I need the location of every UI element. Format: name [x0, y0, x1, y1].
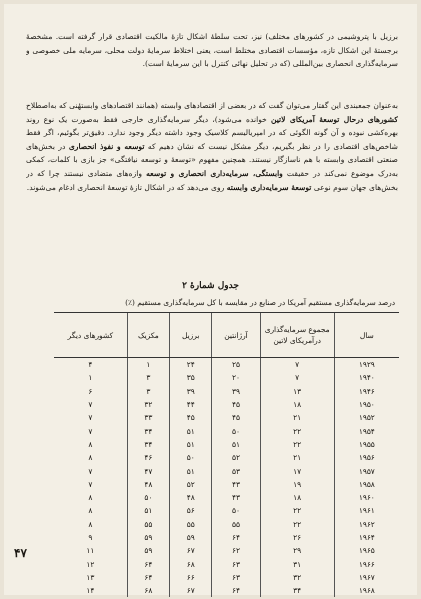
cell-mexico: ۳۴ [127, 424, 169, 437]
cell-other: ۸ [54, 491, 127, 504]
table-row [54, 424, 399, 437]
cell-brazil: ۶۷ [170, 584, 212, 597]
cell-argentina: ۴۳ [212, 491, 260, 504]
cell-brazil: ۵۱ [170, 464, 212, 477]
cell-brazil: ۴۴ [170, 398, 212, 411]
cell-total: ۷ [260, 358, 334, 372]
table-header-row [54, 313, 399, 358]
cell-total: ۳۴ [260, 584, 334, 597]
cell-brazil: ۶۷ [170, 544, 212, 557]
cell-other: ۸ [54, 438, 127, 451]
cell-total: ۱۷ [260, 464, 334, 477]
cell-argentina: ۵۲ [212, 451, 260, 464]
cell-other: ۹ [54, 531, 127, 544]
paragraph-2-text: به‌عنوان جمعبندی این گفتار می‌توان گفت که در بعضی از اقتصادهای وابسته (همانند اقتصادهای وابستهٔنی که به‌اصطلاح [26, 101, 398, 110]
cell-other: ۸ [54, 451, 127, 464]
cell-brazil: ۵۲ [170, 478, 212, 491]
cell-year: ۱۹۵۶ [358, 453, 375, 463]
cell-other: ۴ [54, 358, 127, 372]
cell-brazil: ۶۶ [170, 571, 212, 584]
cell-year: ۱۹۵۴ [358, 426, 375, 436]
table-row [54, 371, 399, 384]
table-row [54, 518, 399, 531]
cell-brazil: ۵۶ [170, 504, 212, 517]
table-row [54, 411, 399, 424]
paragraph-2-text: در بخش‌های صنعتی اقتصادی وابسته با هم ناسازگار نیستند. همچنین مفهوم «توسعهٔ و توسعه نیافتگی» جز بازی با کلمات، کمکی به‌درک موضوع نمی‌کند در حقیقت [26, 141, 398, 178]
paragraph-1: برزیل با پتروشیمی در کشورهای مختلف) نیز، تحت سلطهٔ اشکال تازهٔ مالکیت اقتصادی قرار گرفته است. مشخصهٔ برجستهٔ این اشکال تازه، مؤسسات اقتصادی مختلط است، یعنی اختلاط سرمایهٔ دولت محلی، سرمایه ملی خصوصی و سرمایه‌گذاری انحصاری بین‌المللی (که در تحلیل نهائی کنترل با این سرمایهٔ است). [26, 32, 398, 69]
cell-other: ۷ [54, 398, 127, 411]
cell-mexico: ۵۹ [127, 531, 169, 544]
cell-total: ۲۱ [260, 411, 334, 424]
cell-total: ۲۲ [260, 504, 334, 517]
cell-other: ۶ [54, 385, 127, 398]
cell-mexico: ۳۴ [127, 438, 169, 451]
table-row [54, 438, 399, 451]
cell-argentina: ۴۳ [212, 478, 260, 491]
table-row [54, 358, 399, 372]
cell-brazil: ۵۱ [170, 438, 212, 451]
cell-mexico: ۶۸ [127, 584, 169, 597]
table-row [54, 584, 399, 597]
cell-brazil: ۶۸ [170, 557, 212, 570]
table-title: جدول شمارهٔ ۲ [182, 281, 239, 291]
cell-year: ۱۹۴۰ [358, 373, 375, 383]
cell-argentina: ۶۲ [212, 544, 260, 557]
cell-other: ۷ [54, 411, 127, 424]
cell-total: ۳۱ [260, 557, 334, 570]
cell-year: ۱۹۶۷ [358, 572, 375, 582]
cell-mexico: ۳ [127, 371, 169, 384]
cell-year: ۱۹۶۶ [358, 559, 375, 569]
book-page [4, 4, 417, 595]
cell-mexico: ۶۴ [127, 571, 169, 584]
table-row [54, 398, 399, 411]
cell-argentina: ۴۵ [212, 398, 260, 411]
cell-brazil: ۴۸ [170, 491, 212, 504]
cell-other: ۱ [54, 371, 127, 384]
cell-brazil: ۵۵ [170, 518, 212, 531]
cell-total: ۲۹ [260, 544, 334, 557]
cell-year: ۱۹۵۸ [358, 479, 375, 489]
cell-argentina: ۴۵ [212, 411, 260, 424]
table-body [54, 358, 399, 598]
table-row [54, 491, 399, 504]
cell-brazil: ۵۹ [170, 531, 212, 544]
cell-mexico: ۳۳ [127, 411, 169, 424]
cell-brazil: ۴۵ [170, 411, 212, 424]
cell-total: ۱۸ [260, 398, 334, 411]
cell-total: ۱۹ [260, 478, 334, 491]
cell-total: ۲۲ [260, 518, 334, 531]
cell-other: ۱۲ [54, 557, 127, 570]
table-caption: درصد سرمایه‌گذاری مستقیم آمریکا در صنایع در مقایسه با کل سرمایه‌گذاری مستقیم (٪) [125, 298, 395, 307]
table-row [54, 478, 399, 491]
cell-total: ۲۲ [260, 424, 334, 437]
cell-year: ۱۹۶۴ [358, 533, 375, 542]
cell-brazil: ۳۹ [170, 385, 212, 398]
cell-argentina: ۳۹ [212, 385, 260, 398]
cell-other: ۷ [54, 424, 127, 437]
cell-argentina: ۵۰ [212, 504, 260, 517]
header-argentina: آرژانتین [212, 313, 260, 358]
cell-year: ۱۹۵۵ [358, 439, 375, 449]
header-brazil: برزیل [170, 313, 212, 358]
cell-total: ۷ [260, 371, 334, 384]
cell-argentina: ۶۴ [212, 531, 260, 544]
cell-brazil: ۵۰ [170, 451, 212, 464]
table-row [54, 557, 399, 570]
cell-mexico: ۵۱ [127, 504, 169, 517]
cell-total: ۱۸ [260, 491, 334, 504]
emphasis-monopoly-development: توسعه و نفوذ انحصاری [68, 141, 145, 151]
cell-year: ۱۹۵۲ [358, 413, 375, 423]
cell-total: ۲۱ [260, 451, 334, 464]
cell-argentina: ۵۵ [212, 518, 260, 531]
cell-mexico: ۴۸ [127, 478, 169, 491]
cell-brazil: ۲۴ [170, 358, 212, 372]
table-row [54, 571, 399, 584]
cell-other: ۷ [54, 464, 127, 477]
table-row [54, 385, 399, 398]
cell-total: ۲۶ [260, 531, 334, 544]
emphasis-dependency-capitalism: وابستگی، سرمایه‌داری انحصاری و توسعه [146, 168, 283, 178]
emphasis-dependent-capitalism: توسعهٔ سرمایه‌داری وابسته [226, 182, 312, 192]
investment-table [54, 312, 399, 597]
header-year: سال [334, 313, 399, 358]
cell-mexico: ۴۶ [127, 451, 169, 464]
cell-argentina: ۵۰ [212, 424, 260, 437]
cell-total: ۱۳ [260, 385, 334, 398]
cell-mexico: ۵۹ [127, 544, 169, 557]
cell-mexico: ۵۰ [127, 491, 169, 504]
cell-other: ۱۴ [54, 584, 127, 597]
cell-argentina: ۲۰ [212, 371, 260, 384]
cell-year: ۱۹۶۸ [358, 586, 375, 596]
header-other: کشورهای دیگر [54, 313, 127, 358]
page-number: ۴۷ [14, 546, 27, 560]
cell-year: ۱۹۶۵ [358, 546, 375, 556]
table-row [54, 544, 399, 557]
cell-year: ۱۹۶۲ [358, 519, 375, 529]
cell-mexico: ۵۵ [127, 518, 169, 531]
cell-argentina: ۶۳ [212, 571, 260, 584]
cell-total: ۳۲ [260, 571, 334, 584]
cell-argentina: ۶۳ [212, 557, 260, 570]
cell-total: ۲۲ [260, 438, 334, 451]
cell-brazil: ۵۱ [170, 424, 212, 437]
cell-argentina: ۶۴ [212, 584, 260, 597]
cell-brazil: ۳۵ [170, 371, 212, 384]
cell-mexico: ۳ [127, 385, 169, 398]
cell-other: ۸ [54, 518, 127, 531]
header-total: مجموع سرمایه‌گذاری در‌آمریکای لاتین [260, 313, 334, 358]
table-row [54, 504, 399, 517]
cell-year: ۱۹۶۱ [358, 506, 375, 516]
cell-argentina: ۵۳ [212, 464, 260, 477]
cell-mexico: ۱ [127, 358, 169, 372]
cell-mexico: ۶۴ [127, 557, 169, 570]
cell-other: ۱۳ [54, 571, 127, 584]
cell-year: ۱۹۵۷ [358, 466, 375, 476]
cell-mexico: ۳۲ [127, 398, 169, 411]
paragraph-2-text: خوانده می‌شود)، دیگر سرمایه‌گذاری خارجی فقط به‌صورت یک نوع روند بهره‌کشی نبوده و آن گونه الگوئی که در امپریالیسم کلاسیک وجود داشته دیگر وجود ندارد. دقیق‌تر بگوئیم، اگر فقط شاخص‌های اقتصادی را در نظر بگیریم، دیگر مشکل نیست که نشان دهیم که [26, 114, 398, 151]
header-mexico: مکزیک [127, 313, 169, 358]
cell-year: ۱۹۶۰ [358, 493, 375, 503]
cell-other: ۷ [54, 478, 127, 491]
paragraph-2-text: وازه‌های متضادی نیستند چرا که در بخش‌های جهان سوم نوعی [26, 168, 398, 192]
cell-year: ۱۹۵۰ [358, 400, 375, 410]
cell-argentina: ۵۱ [212, 438, 260, 451]
table-row [54, 451, 399, 464]
cell-year: ۱۹۲۹ [358, 360, 375, 370]
emphasis-developing-countries: کشورهای درحال توسعهٔ آمریکای لاتین [270, 114, 398, 124]
cell-mexico: ۴۷ [127, 464, 169, 477]
paragraph-2-text: روی می‌دهد که در اشکال تازهٔ توسعهٔ انحصاری ادغام می‌شوند. [26, 182, 227, 192]
cell-year: ۱۹۴۶ [358, 386, 375, 396]
table-row [54, 464, 399, 477]
cell-other: ۸ [54, 504, 127, 517]
cell-other: ۱۱ [54, 544, 127, 557]
table-row [54, 531, 399, 544]
cell-argentina: ۲۵ [212, 358, 260, 372]
paragraph-2 [26, 99, 398, 274]
